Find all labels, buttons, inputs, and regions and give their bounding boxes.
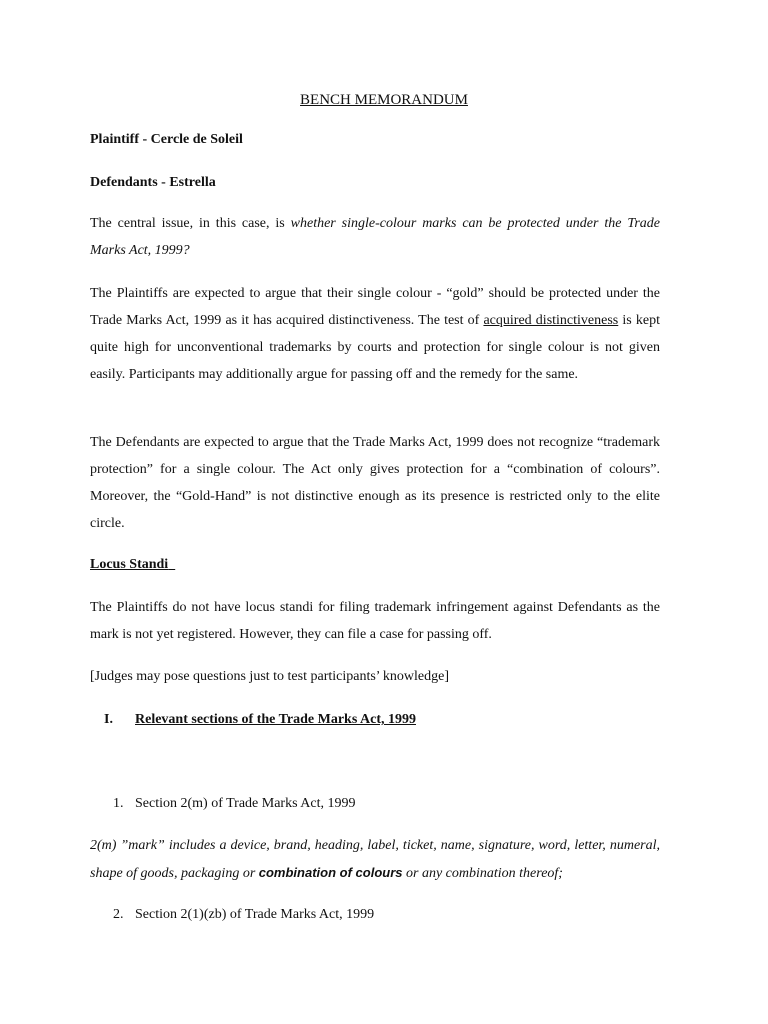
central-issue-prefix: The central issue, in this case, is [90,216,291,231]
acquired-distinctiveness-term: acquired distinctiveness [483,313,619,328]
defendants-argument-paragraph: The Defendants are expected to argue that the Trade Marks Act, 1999 does not recognize “trademark protection” for a single colour. The Act only gives protection for a “combination of colours”. Moreover, the “Gold-Hand” is not distinctive enough as its presence is restricted only to the elite circle. [90,435,660,531]
section-one-number: I. [104,712,113,727]
list-item-label: Section 2(m) of Trade Marks Act, 1999 [135,796,356,811]
document-title: BENCH MEMORANDUM [300,92,468,108]
list-item-number: 2. [113,907,124,922]
definition-2m-part1: 2(m) ”mark” includes a device, brand, heading, label, ticket, name, signature, word, letter, numeral, shape of goods, packaging or [90,838,660,881]
locus-standi-body: The Plaintiffs do not have locus standi for filing trademark infringement against Defendants as the mark is not yet registered. However, they can file a case for passing off. [90,600,660,642]
section-one-heading-text: Relevant sections of the Trade Marks Act, 1999 [135,712,416,727]
list-item [113,790,355,817]
central-issue-question: whether single-colour marks can be protected under the Trade Marks Act, 1999? [90,216,660,258]
plaintiffs-argument-part1: The Plaintiffs are expected to argue that their single colour - “gold” should be protected under the Trade Marks Act, 1999 as it has acquired distinctiveness. The test of [90,286,660,328]
list-item [113,901,374,928]
locus-standi-heading [90,551,660,578]
central-issue-paragraph [90,210,660,264]
definition-2m-part2: or any combination thereof; [402,866,563,881]
plaintiffs-argument-part2: is kept quite high for unconventional trademarks by courts and protection for single colour is not given easily. Participants may additionally argue for passing off and the remedy for the same. [90,313,660,382]
defendants-line: Defendants - Estrella [90,175,216,190]
list-item-number: 1. [113,796,124,811]
list-item-label: Section 2(1)(zb) of Trade Marks Act, 1999 [135,907,375,922]
locus-standi-heading-text: Locus Standi [90,557,169,572]
definition-2m-paragraph [90,832,660,887]
combination-of-colours-term: combination of colours [258,865,403,880]
section-one-heading [104,706,416,733]
plaintiff-line: Plaintiff - Cercle de Soleil [90,132,243,147]
plaintiffs-argument-paragraph [90,280,660,388]
judges-note: [Judges may pose questions just to test participants’ knowledge] [90,669,450,684]
